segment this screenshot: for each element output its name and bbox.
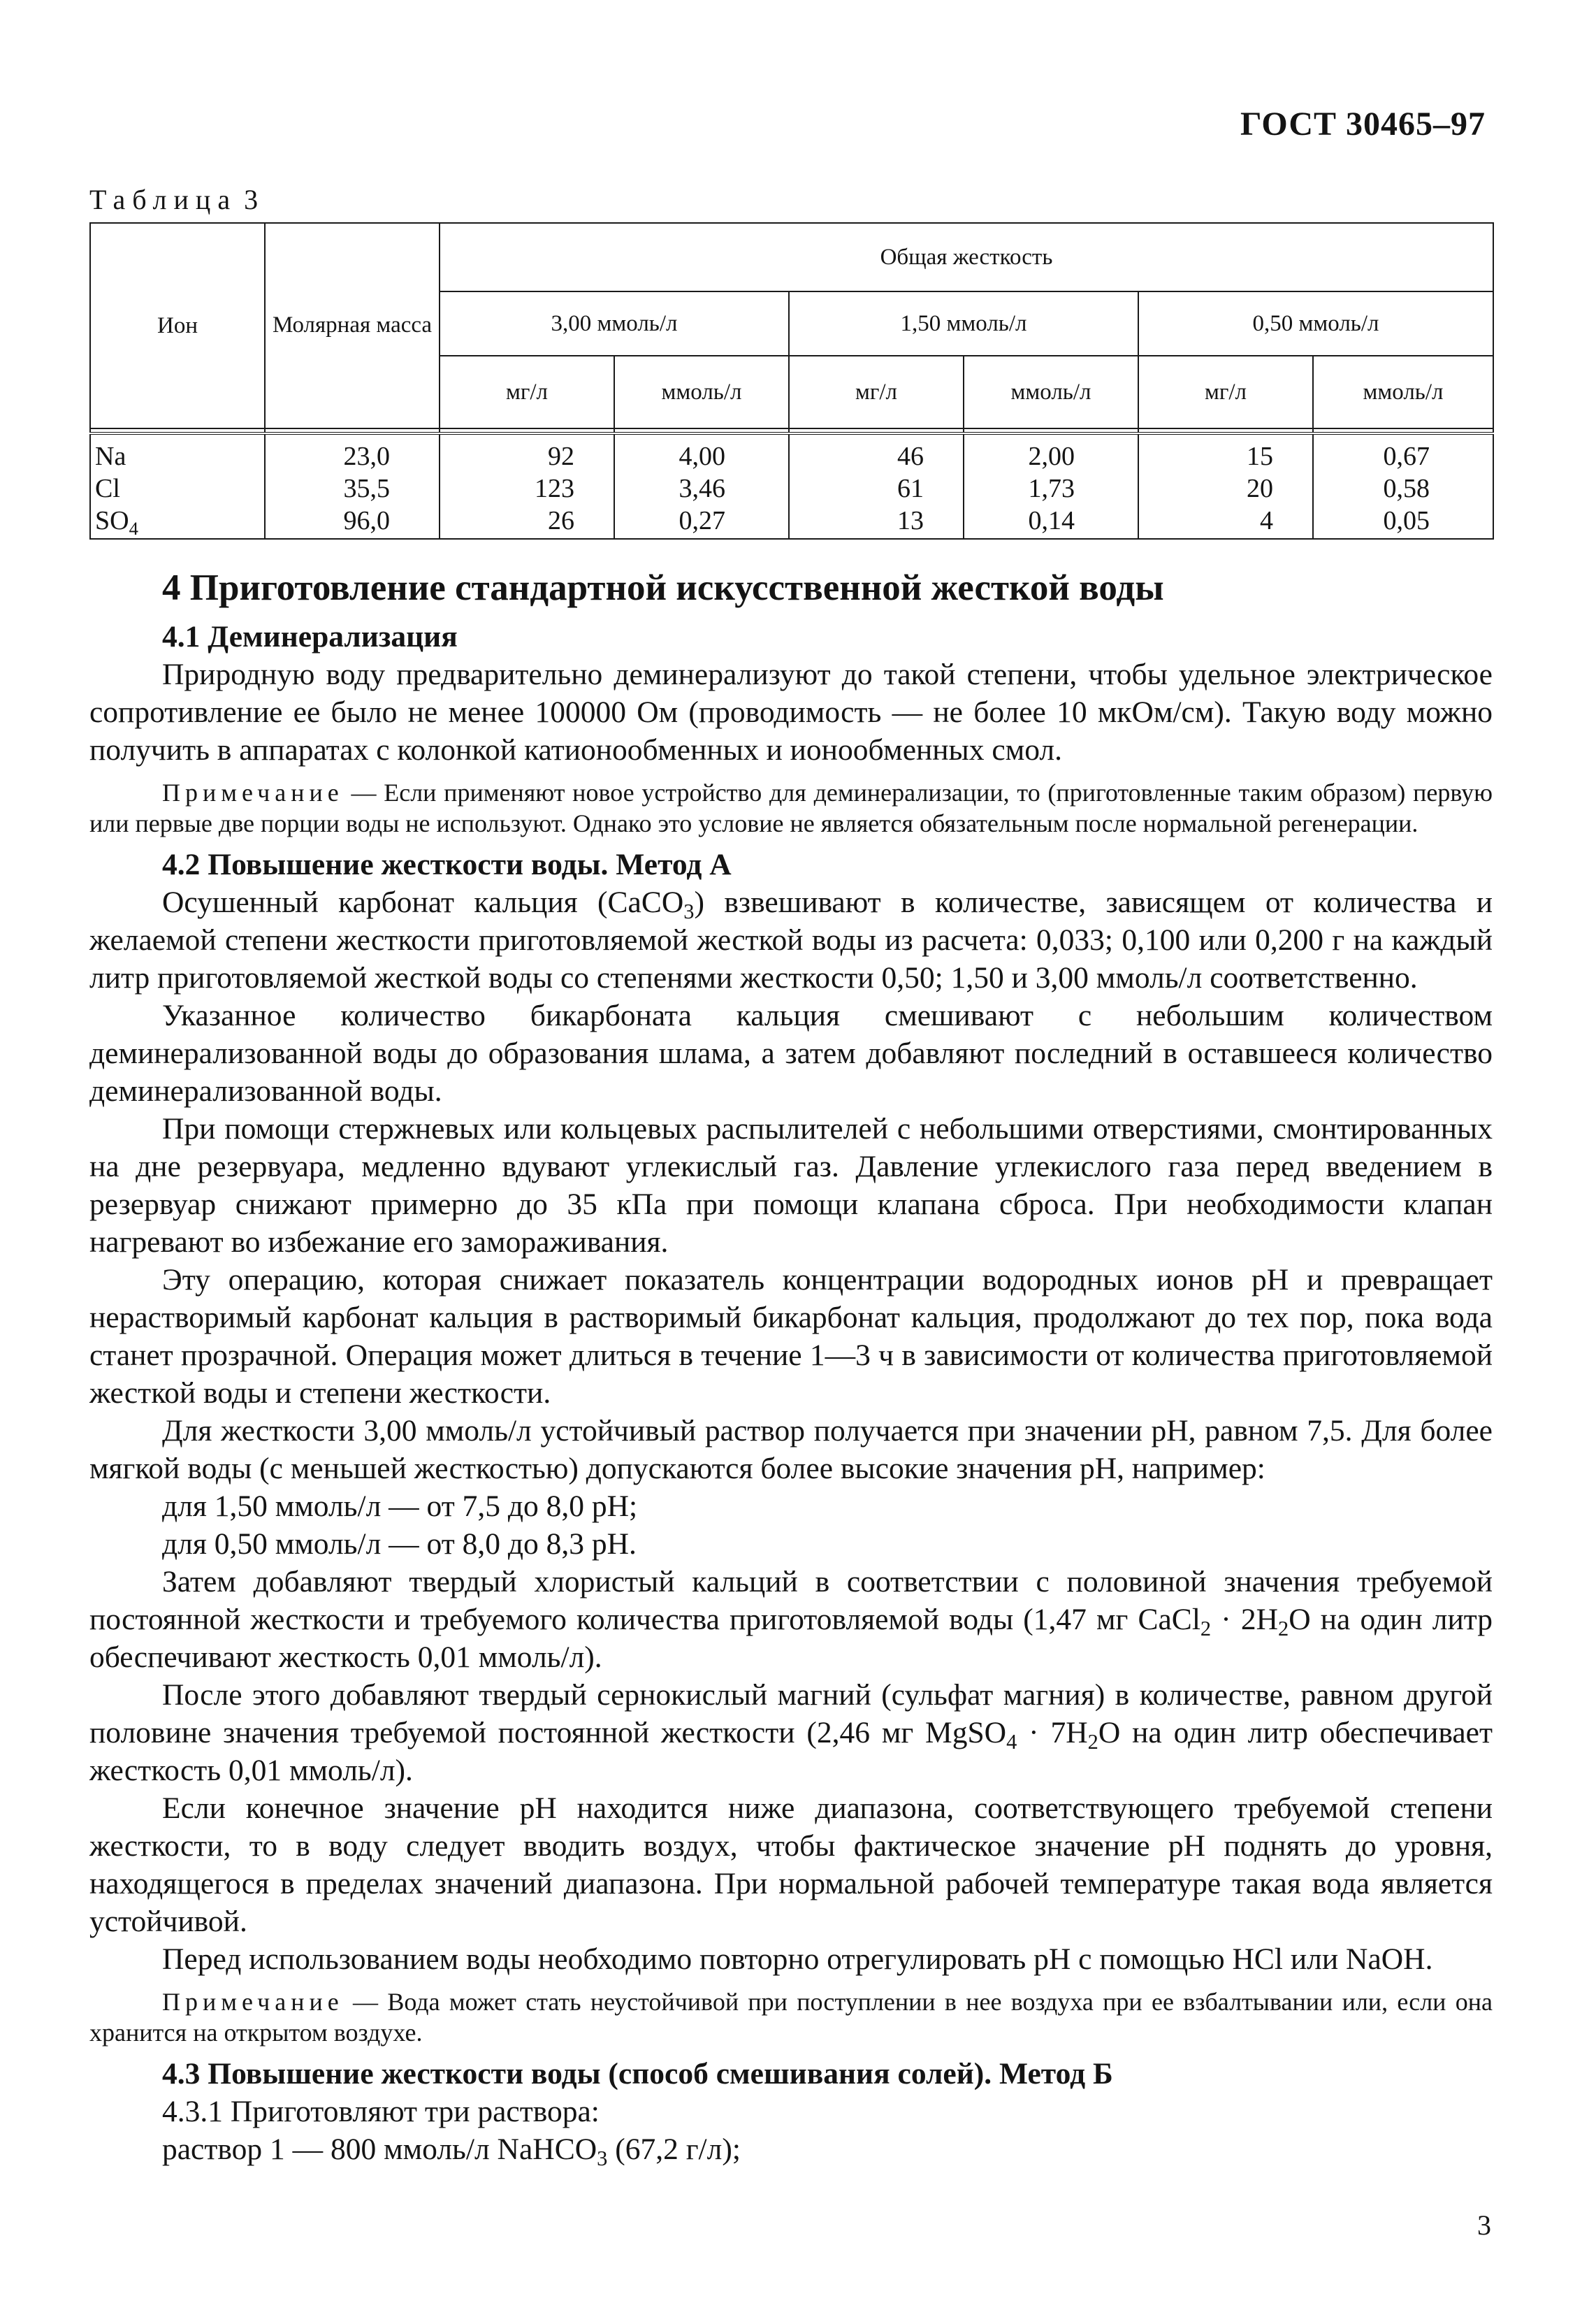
paragraph: Для жесткости 3,00 ммоль/л устойчивый раствор получается при значении pH, равном 7,5. Для более мягкой воды (с меньшей жесткостью) допускаются более высокие значения pH, например: bbox=[89, 1414, 1493, 1485]
th-total-hardness: Общая жесткость bbox=[440, 223, 1493, 291]
paragraph: После этого добавляют твердый сернокислый магний (сульфат магния) в количестве, равном другой половине значения требуемой постоянной жесткости (2,46 мг MgSO$_4$ · $7H_2O$ на один литр обеспечивает жесткость 0,01 ммоль/л). bbox=[89, 1678, 1493, 1787]
th-mmol-1: ммоль/л bbox=[614, 356, 789, 428]
section-4-1-title: 4.1 Деминерализация bbox=[162, 620, 458, 654]
paragraph: Природную воду предварительно деминерализуют до такой степени, чтобы удельное электрическое сопротивление ее было не менее 100000 Ом (проводимость — не более 10 мкОм/см). Такую воду можно получить в аппаратах с колонкой катионообменных и ионообменных смол. bbox=[89, 658, 1493, 767]
cell-ion bbox=[90, 433, 265, 539]
th-mg-3: мг/л bbox=[1138, 356, 1313, 428]
table-caption-number: 3 bbox=[244, 184, 259, 215]
paragraph: Указанное количество бикарбоната кальция смешивают с небольшим количеством деминерализованной воды до образования шлама, а затем добавляют последний в оставшееся количество деминерализованной воды. bbox=[89, 999, 1493, 1108]
paragraph: При помощи стержневых или кольцевых распылителей с небольшими отверстиями, смонтированных на дне резервуара, медленно вдувают углекислый газ. Давление углекислого газа перед введением в резервуар снижают примерно до 35 кПа при помощи клапана сброса. При необходимости клапан нагревают во избежание его замораживания. bbox=[89, 1112, 1493, 1259]
cell-0-50-mg: 15 20 4 bbox=[1138, 433, 1313, 539]
ion-so4: $SO_4$ bbox=[95, 506, 138, 539]
page-number: 3 bbox=[1477, 2209, 1491, 2241]
cell-1-50-mmol: 2,00 1,73 0,14 bbox=[964, 433, 1138, 539]
th-molar-mass: Молярная масса bbox=[265, 223, 440, 428]
th-group-0-50: 0,50 ммоль/л bbox=[1138, 291, 1493, 356]
th-ion: Ион bbox=[90, 223, 265, 428]
ion-na: Na bbox=[95, 442, 126, 471]
table-caption-word: Таблица bbox=[89, 184, 238, 215]
th-mg-2: мг/л bbox=[789, 356, 964, 428]
section-4-2-title: 4.2 Повышение жесткости воды. Метод А bbox=[162, 848, 732, 881]
th-mmol-2: ммоль/л bbox=[964, 356, 1138, 428]
note: Примечание — Вода может стать неустойчивой при поступлении в нее воздуха при ее взбалтывании или, если она хранится на открытом воздухе. bbox=[89, 1988, 1493, 2047]
hardness-table bbox=[89, 222, 1494, 540]
section-4-1 bbox=[89, 618, 1493, 2171]
list-item: раствор 1 — 800 ммоль/л NaHCO$_3$ (67,2 г/л); bbox=[162, 2132, 741, 2171]
cell-3-00-mmol: 4,00 3,46 0,27 bbox=[614, 433, 789, 539]
ion-cl: Cl bbox=[95, 474, 120, 503]
body-text bbox=[89, 565, 1493, 2171]
cell-0-50-mmol: 0,67 0,58 0,05 bbox=[1313, 433, 1493, 539]
paragraph: Осушенный карбонат кальция (CaCO$_3$) взвешивают в количестве, зависящем от количества и желаемой степени жесткости приготовляемой жесткой воды из расчета: 0,033; 0,100 или 0,200 г на каждый литр приготовляемой жесткой воды со степенями жесткости 0,50; 1,50 и 3,00 ммоль/л соответственно. bbox=[89, 886, 1493, 995]
th-group-3-00: 3,00 ммоль/л bbox=[440, 291, 789, 356]
cell-3-00-mg: 92 123 26 bbox=[440, 433, 614, 539]
paragraph: Эту операцию, которая снижает показатель концентрации водородных ионов pH и превращает нерастворимый карбонат кальция в растворимый бикарбонат кальция, продолжают до тех пор, пока вода станет прозрачной. Операция может длиться в течение 1—3 ч в зависимости от количества приготовляемой жесткой воды и степени жесткости. bbox=[89, 1263, 1493, 1410]
list-item: для 1,50 ммоль/л — от 7,5 до 8,0 pH; bbox=[162, 1489, 638, 1523]
th-group-1-50: 1,50 ммоль/л bbox=[789, 291, 1138, 356]
cell-molar-mass: 23,0 35,5 96,0 bbox=[265, 433, 440, 539]
paragraph: 4.3.1 Приготовляют три раствора: bbox=[162, 2095, 600, 2128]
section-4-3-title: 4.3 Повышение жесткости воды (способ смешивания солей). Метод Б bbox=[162, 2057, 1113, 2091]
table-caption bbox=[89, 183, 258, 216]
table-body-row bbox=[90, 433, 1493, 539]
section-4-title: 4 Приготовление стандартной искусственной жесткой воды bbox=[162, 568, 1164, 608]
standard-code: ГОСТ 30465–97 bbox=[1240, 106, 1486, 143]
list-item: для 0,50 ммоль/л — от 8,0 до 8,3 pH. bbox=[162, 1527, 637, 1561]
paragraph: Перед использованием воды необходимо повторно отрегулировать pH с помощью HCl или NaOH. bbox=[162, 1942, 1433, 1976]
cell-1-50-mg: 46 61 13 bbox=[789, 433, 964, 539]
note: Примечание — Если применяют новое устройство для деминерализации, то (приготовленные таким образом) первую или первые две порции воды не используют. Однако это условие не является обязательным после нормальной регенерации. bbox=[89, 779, 1493, 837]
th-mg-1: мг/л bbox=[440, 356, 614, 428]
th-mmol-3: ммоль/л bbox=[1313, 356, 1493, 428]
paragraph: Затем добавляют твердый хлористый кальций в соответствии с половиной значения требуемой постоянной жесткости и требуемого количества приготовляемой воды (1,47 мг CaCl$_2$ · $2H_2O$ на один литр обеспечивают жесткость 0,01 ммоль/л). bbox=[89, 1565, 1493, 1674]
paragraph: Если конечное значение pH находится ниже диапазона, соответствующего требуемой степени жесткости, то в воду следует вводить воздух, чтобы фактическое значение pH поднять до уровня, находящегося в пределах значений диапазона. При нормальной рабочей температуре такая вода является устойчивой. bbox=[89, 1791, 1493, 1938]
